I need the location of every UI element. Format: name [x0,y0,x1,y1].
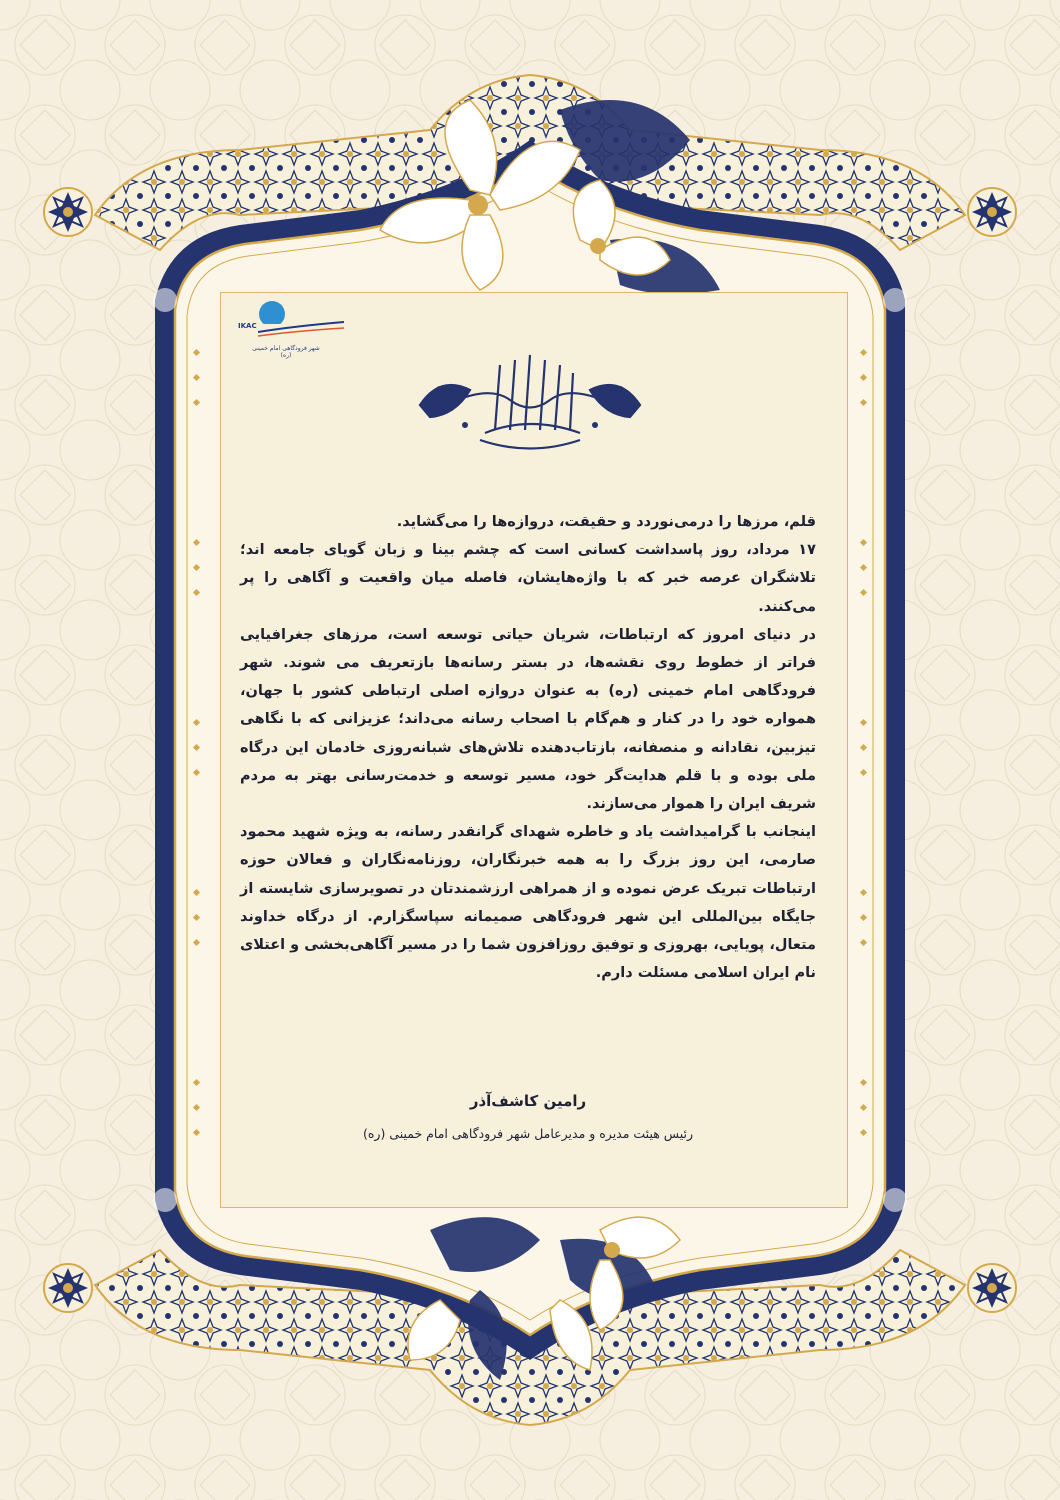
letter-paragraph: ۱۷ مرداد، روز پاسداشت کسانی است که چشم بینا و زبان گویای جامعه اند؛ تلاشگران عرصه خبر که با واژه‌هایشان، فاصله میان واقعیت و آگاهی را پر می‌کنند. [240,542,816,615]
logo-caption: شهر فرودگاهی امام خمینی (ره) [252,345,320,359]
signatory-name: رامین کاشف‌آذر [469,1092,587,1110]
logo-mark: IKAC [238,322,257,330]
signatory-title: رئیس هیئت مدیره و مدیرعامل شهر فرودگاهی امام خمینی (ره) [362,1126,694,1141]
letter-paragraph: اینجانب با گرامیداشت یاد و خاطره شهدای گرانقدر رسانه، به ویژه شهید محمود صارمی، این روز بزرگ را به همه خبرنگاران، روزنامه‌نگاران و فعالان حوزه ارتباطات تبریک عرض نموده و از همراهی ارزشمندتان در تصویرسازی شایسته از جایگاه بین‌المللی این شهر فرودگاهی صمیمانه سپاسگزارم. از درگاه خداوند متعال، پویایی، بهروزی و توفیق روزافزون شما را در مسیر آگاهی‌بخشی و اعتلای نام ایران اسلامی مسئلت دارم. [240,824,816,982]
letter-body [240,508,816,987]
letter-paragraph: قلم، مرزها را درمی‌نوردد و حقیقت، دروازه‌ها را می‌گشاید. [396,514,816,530]
basmala-calligraphy-icon [410,345,650,460]
letter-paragraph: در دنیای امروز که ارتباطات، شریان حیاتی توسعه است، مرزهای جغرافیایی فراتر از خطوط روی نقشه‌ها، در بستر رسانه‌ها بازتعریف می شوند. شهر فرودگاهی امام خمینی (ره) به عنوان دروازه اصلی ارتباطی کشور با جهان، همواره خود را در کنار و هم‌گام با اصحاب رسانه می‌داند؛ عزیزانی که با نگاهی تیزبین، نقادانه و منصفانه، بازتاب‌دهنده تلاش‌های شبانه‌روزی خادمان این درگاه ملی بوده و با قلم هدایت‌گر خود، مسیر توسعه و خدمت‌رسانی بهتر به مردم شریف ایران را هموار می‌سازند. [240,626,816,813]
